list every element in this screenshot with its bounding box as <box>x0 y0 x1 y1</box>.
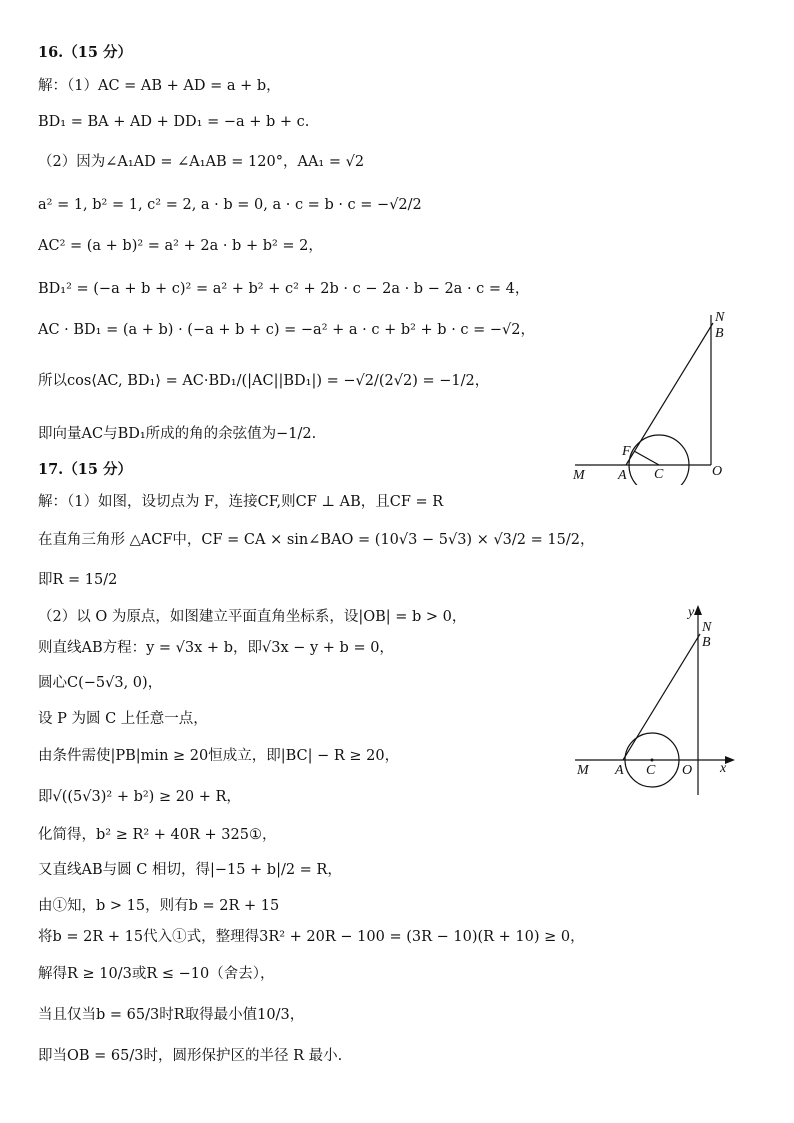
solution-line: 解：（1）如图，设切点为 F，连接CF,则CF ⊥ AB，且CF = R <box>38 494 444 510</box>
label-m: M <box>577 763 589 778</box>
solution-line: 在直角三角形 △ACF中，CF = CA × sin∠BAO = (10√3 − 5√3) × √3/2 = 15/2， <box>38 532 595 548</box>
solution-line: 解：（1）AC = AB + AD = a + b， <box>38 78 281 94</box>
x-axis-arrow <box>725 756 735 764</box>
solution-line: 即√((5√3)² + b²) ≥ 20 + R， <box>38 789 241 805</box>
label-a: A <box>615 763 624 778</box>
solution-line: BD₁ = BA + AD + DD₁ = −a + b + c. <box>38 114 310 130</box>
solution-line: 即向量AC与BD₁所成的角的余弦值为−1/2. <box>38 426 317 442</box>
solution-line: 圆心C(−5√3, 0)， <box>38 675 163 691</box>
solution-line: （2）以 O 为原点，如图建立平面直角坐标系，设|OB| = b > 0， <box>38 609 467 625</box>
label-m: M <box>573 468 585 483</box>
label-o: O <box>682 763 693 778</box>
solution-line: 又直线AB与圆 C 相切，得|−15 + b|/2 = R， <box>38 862 342 878</box>
label-x: x <box>720 761 727 776</box>
solution-line: 化简得，b² ≥ R² + 40R + 325①， <box>38 827 277 843</box>
segment-cf <box>634 451 659 465</box>
line-ab <box>626 323 713 465</box>
solution-line: AC² = (a + b)² = a² + 2a · b + b² = 2， <box>38 238 323 254</box>
solution-line: 所以cos⟨AC, BD₁⟩ = AC·BD₁/(|AC||BD₁|) = −√2/(2√2) = −1/2， <box>38 373 490 389</box>
label-n: N <box>702 620 712 635</box>
problem-16-heading: 16.（15 分） <box>38 44 132 61</box>
solution-line: 解得R ≥ 10/3或R ≤ −10（舍去）， <box>38 966 275 982</box>
problem-17-heading: 17.（15 分） <box>38 461 132 478</box>
solution-line: 则直线AB方程：y = √3x + b，即√3x − y + b = 0， <box>38 640 394 656</box>
label-c: C <box>646 763 656 778</box>
label-o: O <box>712 464 723 479</box>
label-a: A <box>618 468 627 483</box>
solution-line: AC · BD₁ = (a + b) · (−a + b + c) = −a² + a · c + b² + b · c = −√2， <box>38 322 536 338</box>
center-point <box>651 759 654 762</box>
geometry-figure-2 <box>565 600 765 805</box>
label-n: N <box>715 310 725 325</box>
solution-line: 设 P 为圆 C 上任意一点， <box>38 711 208 727</box>
solution-line: a² = 1, b² = 1, c² = 2, a · b = 0, a · c = b · c = −√2/2 <box>38 197 422 213</box>
solution-line: 将b = 2R + 15代入①式，整理得3R² + 20R − 100 = (3R − 10)(R + 10) ≥ 0， <box>38 929 585 945</box>
solution-line: 即当OB = 65/3时，圆形保护区的半径 R 最小. <box>38 1048 343 1064</box>
solution-line: 即R = 15/2 <box>38 572 118 588</box>
solution-line: （2）因为∠A₁AD = ∠A₁AB = 120°，AA₁ = √2 <box>38 154 365 170</box>
label-b: B <box>702 635 711 650</box>
solution-line: 由①知，b > 15，则有b = 2R + 15 <box>38 898 280 914</box>
label-y: y <box>688 605 695 620</box>
label-c: C <box>654 467 664 482</box>
solution-line: 当且仅当b = 65/3时R取得最小值10/3， <box>38 1007 305 1023</box>
solution-line: BD₁² = (−a + b + c)² = a² + b² + c² + 2b · c − 2a · b − 2a · c = 4， <box>38 281 530 297</box>
y-axis-arrow <box>694 605 702 615</box>
line-ab <box>623 634 700 760</box>
label-f: F <box>622 444 631 459</box>
solution-line: 由条件需使|PB|min ≥ 20恒成立，即|BC| − R ≥ 20， <box>38 748 400 764</box>
label-b: B <box>715 326 724 341</box>
geometry-figure-1 <box>560 305 740 485</box>
